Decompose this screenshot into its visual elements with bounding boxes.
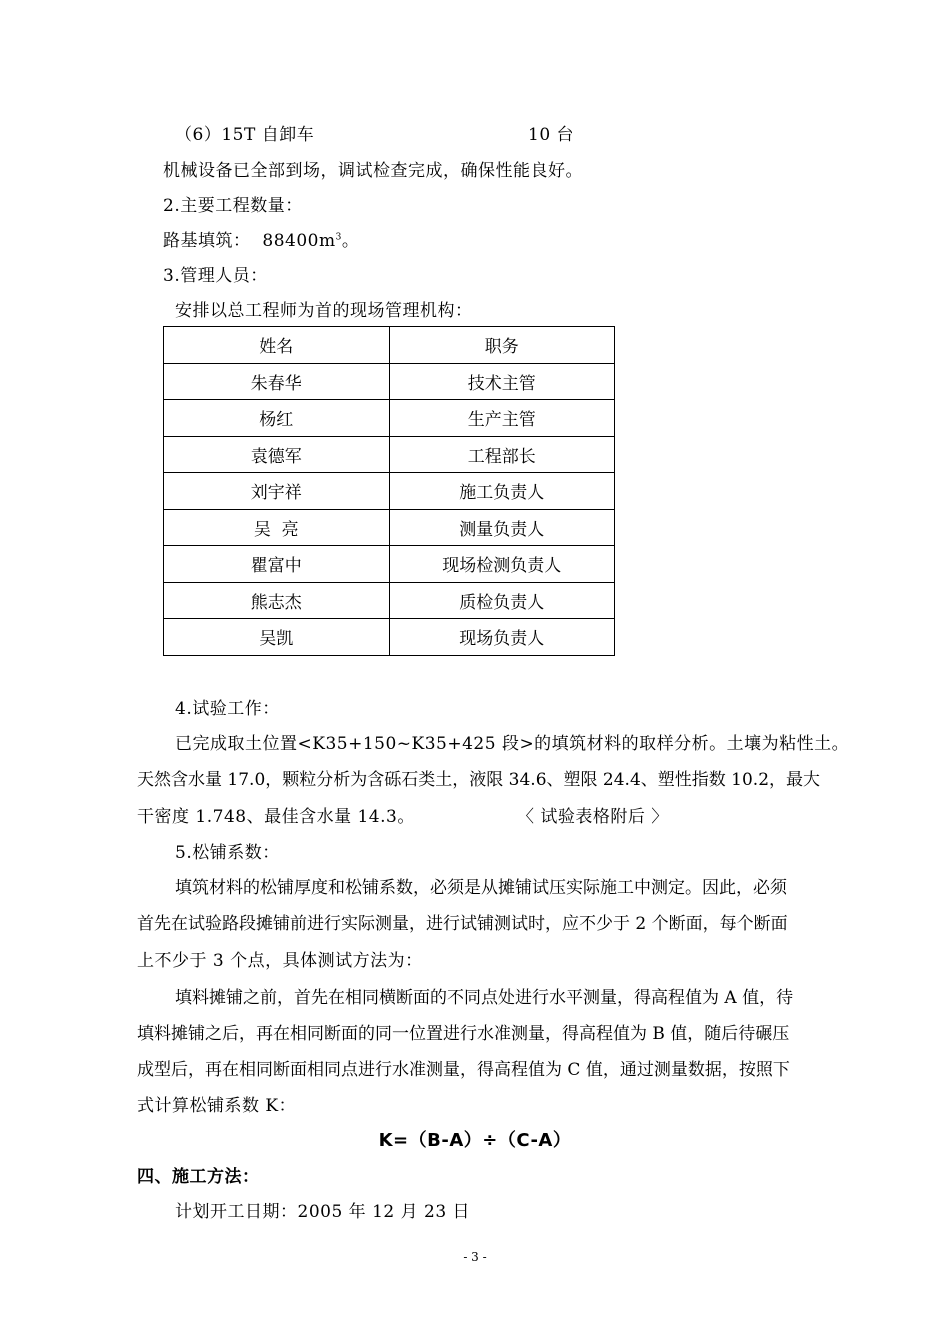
staff-position: 生产主管: [389, 400, 615, 437]
section-2-title: 2.主要工程数量：: [163, 196, 303, 216]
section-5-title: 5.松铺系数：: [175, 843, 280, 863]
staff-position: 现场负责人: [389, 619, 615, 656]
method-paragraph-line-2: 填料摊铺之后，再在相同断面的同一位置进行水准测量，得高程值为 B 值，随后待碾压: [137, 1024, 790, 1044]
fill-end: 。: [341, 231, 360, 251]
loose-paragraph-line-3: 上不少于 3 个点，具体测试方法为：: [137, 951, 423, 971]
staff-position: 现场检测负责人: [389, 546, 615, 583]
staff-position: 施工负责人: [389, 473, 615, 510]
section-3-title: 3.管理人员：: [163, 266, 268, 286]
test-paragraph-line-2: 天然含水量 17.0，颗粒分析为含砾石类土，液限 34.6、塑限 24.4、塑性指数 10.2，最大: [137, 770, 821, 790]
equipment-status: 机械设备已全部到场，调试检查完成，确保性能良好。: [163, 161, 583, 181]
header-position: 职务: [389, 327, 615, 364]
staff-name: 朱春华: [164, 363, 390, 400]
fill-unit-sup: 3: [335, 232, 342, 243]
staff-position: 质检负责人: [389, 582, 615, 619]
table-row: [164, 363, 615, 400]
test-table-note: 〈 试验表格附后 〉: [517, 807, 669, 827]
fill-value: 88400m: [262, 231, 336, 251]
section-4-title: 4.试验工作：: [175, 699, 280, 719]
staff-position: 工程部长: [389, 436, 615, 473]
method-paragraph-line-4: 式计算松铺系数 K：: [137, 1096, 297, 1116]
staff-name: 吴凯: [164, 619, 390, 656]
staff-name: 吴 亮: [164, 509, 390, 546]
table-row: [164, 619, 615, 656]
method-paragraph-line-1: 填料摊铺之前，首先在相同横断面的不同点处进行水平测量，得高程值为 A 值，待: [175, 988, 794, 1008]
staff-position: 技术主管: [389, 363, 615, 400]
staff-position: 测量负责人: [389, 509, 615, 546]
fill-quantity: [163, 226, 359, 251]
table-row: [164, 400, 615, 437]
equipment-item: （6）15T 自卸车: [175, 125, 315, 145]
loose-paragraph-line-1: 填筑材料的松铺厚度和松铺系数，必须是从摊铺试压实际施工中测定。因此，必须: [175, 878, 787, 898]
section-four-title: 四、施工方法：: [137, 1167, 260, 1187]
loose-coefficient-formula: K=（B-A）÷（C-A）: [378, 1130, 572, 1151]
loose-paragraph-line-2: 首先在试验路段摊铺前进行实际测量，进行试铺测试时，应不少于 2 个断面，每个断面: [137, 914, 788, 934]
planned-start-date: 计划开工日期：2005 年 12 月 23 日: [175, 1202, 471, 1222]
staff-name: 熊志杰: [164, 582, 390, 619]
staff-name: 袁德军: [164, 436, 390, 473]
table-header-row: [164, 327, 615, 364]
equipment-quantity: 10 台: [528, 125, 575, 145]
test-paragraph-line-3: 干密度 1.748、最佳含水量 14.3。: [137, 807, 415, 827]
fill-label: 路基填筑：: [163, 231, 251, 251]
table-row: [164, 436, 615, 473]
test-paragraph-line-1: 已完成取土位置<K35+150~K35+425 段>的填筑材料的取样分析。土壤为粘性土。: [175, 734, 850, 754]
staff-name: 刘宇祥: [164, 473, 390, 510]
table-row: [164, 473, 615, 510]
header-name: 姓名: [164, 327, 390, 364]
org-intro: 安排以总工程师为首的现场管理机构：: [175, 301, 473, 321]
page-number: - 3 -: [463, 1250, 487, 1264]
table-row: [164, 582, 615, 619]
staff-name: 瞿富中: [164, 546, 390, 583]
staff-table: [163, 326, 615, 656]
staff-name: 杨红: [164, 400, 390, 437]
method-paragraph-line-3: 成型后，再在相同断面相同点进行水准测量，得高程值为 C 值，通过测量数据，按照下: [137, 1060, 790, 1080]
table-row: [164, 509, 615, 546]
table-row: [164, 546, 615, 583]
